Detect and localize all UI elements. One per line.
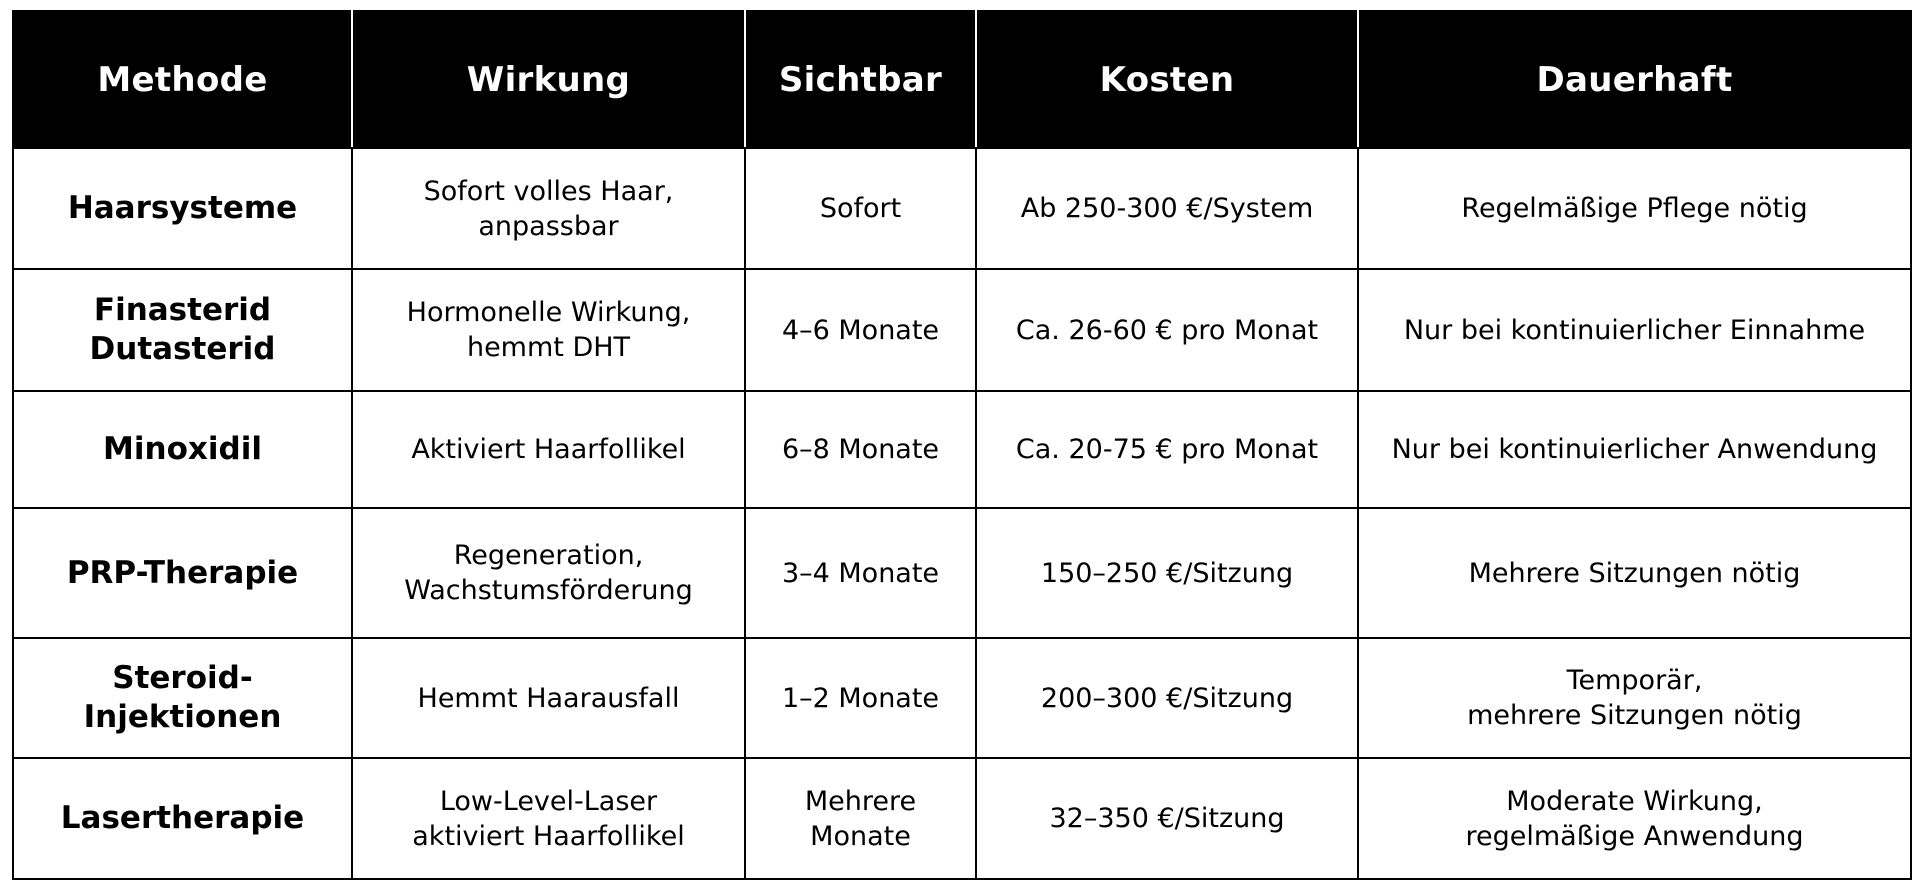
effect-cell <box>352 148 745 269</box>
cell-text: Nur bei kontinuierlicher Einnahme <box>1403 314 1866 346</box>
cost-cell <box>976 638 1358 758</box>
header-sichtbar: Sichtbar <box>745 11 976 148</box>
cost-cell <box>976 508 1358 638</box>
visible-cell <box>745 638 976 758</box>
durable-cell <box>1358 269 1911 391</box>
cell-text: Haarsysteme <box>67 190 298 226</box>
cell-text: hemmt DHT <box>466 332 631 363</box>
table-row <box>13 638 1911 758</box>
effect-cell <box>352 269 745 391</box>
method-cell <box>13 148 352 269</box>
durable-cell <box>1358 758 1911 879</box>
cell-text: Monate <box>810 820 911 852</box>
cell-text: 6–8 Monate <box>781 434 940 465</box>
cell-text: Aktiviert Haarfollikel <box>411 434 686 465</box>
method-cell <box>13 391 352 508</box>
header-kosten: Kosten <box>976 11 1358 148</box>
cost-cell <box>976 391 1358 508</box>
cell-text: 150–250 €/Sitzung <box>1040 557 1294 589</box>
cell-text: 200–300 €/Sitzung <box>1040 682 1294 714</box>
cell-text: anpassbar <box>478 210 619 242</box>
cell-text: Mehrere Sitzungen nötig <box>1468 557 1801 589</box>
cell-text: aktiviert Haarfollikel <box>412 820 685 852</box>
cell-text: Ca. 20-75 € pro Monat <box>1015 434 1319 465</box>
method-cell <box>13 269 352 391</box>
cell-text: Steroid-Injektionen <box>83 660 282 735</box>
effect-cell <box>352 391 745 508</box>
cell-text: 4–6 Monate <box>781 314 940 346</box>
effect-cell <box>352 758 745 879</box>
table-row <box>13 269 1911 391</box>
effect-cell <box>352 638 745 758</box>
cell-text: Regeneration, <box>453 540 644 571</box>
cost-cell <box>976 269 1358 391</box>
visible-cell <box>745 269 976 391</box>
cell-text: Hemmt Haarausfall <box>417 682 680 714</box>
durable-cell <box>1358 508 1911 638</box>
visible-cell <box>745 758 976 879</box>
visible-cell <box>745 148 976 269</box>
visible-cell <box>745 508 976 638</box>
comparison-table <box>12 10 1912 880</box>
header-dauerhaft: Dauerhaft <box>1358 11 1911 148</box>
table-row <box>13 758 1911 879</box>
durable-cell <box>1358 148 1911 269</box>
cell-text: Temporär, <box>1566 665 1703 696</box>
header-row <box>13 11 1911 148</box>
cell-text: mehrere Sitzungen nötig <box>1467 700 1802 731</box>
cell-text: regelmäßige Anwendung <box>1465 820 1804 852</box>
cell-text: Finasterid <box>93 292 272 328</box>
cell-text: 3–4 Monate <box>781 557 940 589</box>
visible-cell <box>745 391 976 508</box>
cell-text: Dutasterid <box>89 331 276 367</box>
header-methode: Methode <box>13 11 352 148</box>
table-row <box>13 391 1911 508</box>
cell-text: Ab 250-300 €/System <box>1020 193 1314 224</box>
cell-text: Ca. 26-60 € pro Monat <box>1015 314 1319 346</box>
method-cell <box>13 758 352 879</box>
cell-text: 1–2 Monate <box>781 682 940 714</box>
cell-text: Lasertherapie <box>60 800 305 836</box>
cell-text: Regelmäßige Pflege nötig <box>1461 193 1808 224</box>
cell-text: Wachstumsförderung <box>404 575 693 606</box>
cell-text: PRP-Therapie <box>66 554 299 591</box>
effect-cell <box>352 508 745 638</box>
durable-cell <box>1358 391 1911 508</box>
cell-text: Mehrere <box>804 785 917 817</box>
cost-cell <box>976 148 1358 269</box>
cell-text: Low-Level-Laser <box>439 785 658 817</box>
table-row <box>13 148 1911 269</box>
method-cell <box>13 638 352 758</box>
table-row <box>13 508 1911 638</box>
header-wirkung: Wirkung <box>352 11 745 148</box>
cell-text: Minoxidil <box>103 431 262 467</box>
cell-text: Sofort volles Haar, <box>423 175 674 207</box>
cell-text: Nur bei kontinuierlicher Anwendung <box>1391 434 1878 465</box>
durable-cell <box>1358 638 1911 758</box>
cell-text: Sofort <box>819 193 902 224</box>
cost-cell <box>976 758 1358 879</box>
cell-text: Moderate Wirkung, <box>1506 785 1763 817</box>
method-cell <box>13 508 352 638</box>
cell-text: 32–350 €/Sitzung <box>1049 803 1285 834</box>
cell-text: Hormonelle Wirkung, <box>406 297 691 328</box>
